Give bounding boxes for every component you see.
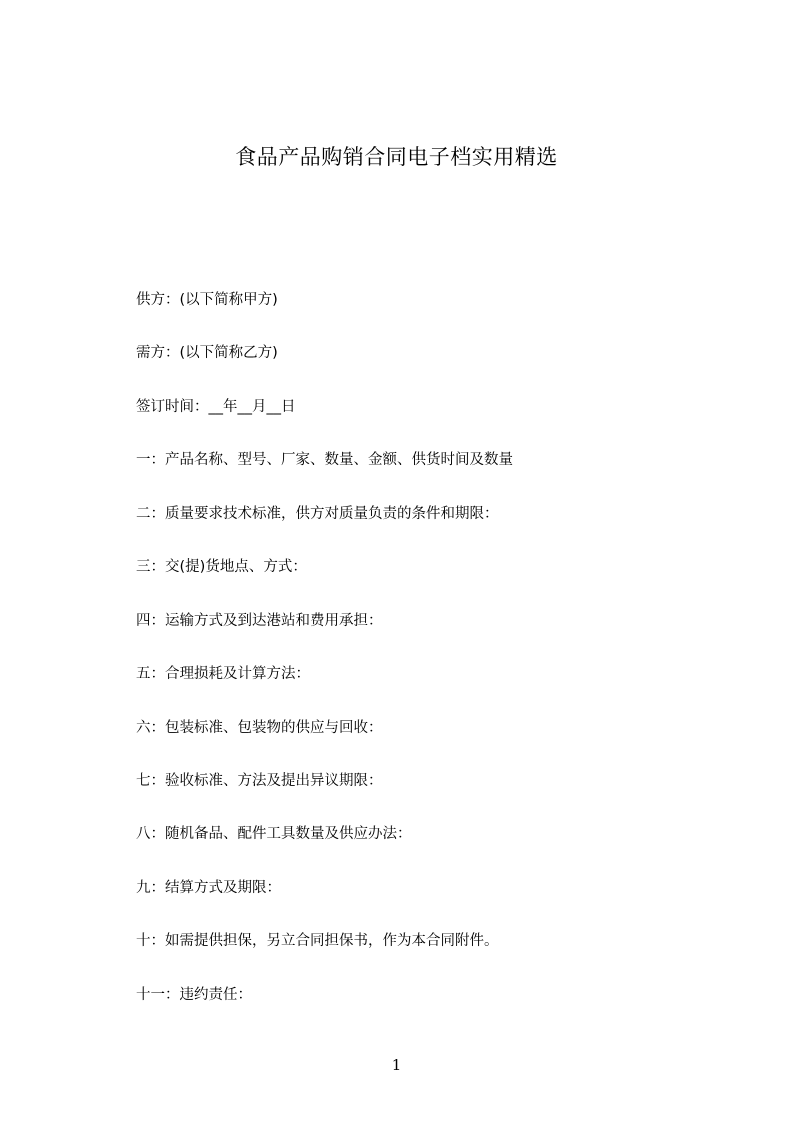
supplier-line: 供方：(以下简称甲方) — [136, 292, 278, 308]
clause-10: 十：如需提供担保，另立合同担保书，作为本合同附件。 — [136, 933, 499, 949]
clause-9: 九：结算方式及期限： — [136, 880, 281, 896]
signing-date-line: 签订时间：__年__月__日 — [136, 399, 296, 415]
clause-7: 七：验收标准、方法及提出异议期限： — [136, 773, 383, 789]
document-title: 食品产品购销合同电子档实用精选 — [235, 145, 558, 169]
clause-3: 三：交(提)货地点、方式： — [136, 559, 307, 575]
clause-1: 一：产品名称、型号、厂家、数量、金额、供货时间及数量 — [136, 452, 513, 468]
clause-5: 五：合理损耗及计算方法： — [136, 666, 310, 682]
clause-8: 八：随机备品、配件工具数量及供应办法： — [136, 826, 412, 842]
page-number: 1 — [391, 1056, 402, 1074]
clause-11: 十一：违约责任： — [136, 987, 252, 1003]
buyer-line: 需方：(以下简称乙方) — [136, 345, 278, 361]
clause-4: 四：运输方式及到达港站和费用承担： — [136, 613, 383, 629]
clause-6: 六：包装标准、包装物的供应与回收： — [136, 720, 383, 736]
clause-2: 二：质量要求技术标准，供方对质量负责的条件和期限： — [136, 506, 499, 522]
